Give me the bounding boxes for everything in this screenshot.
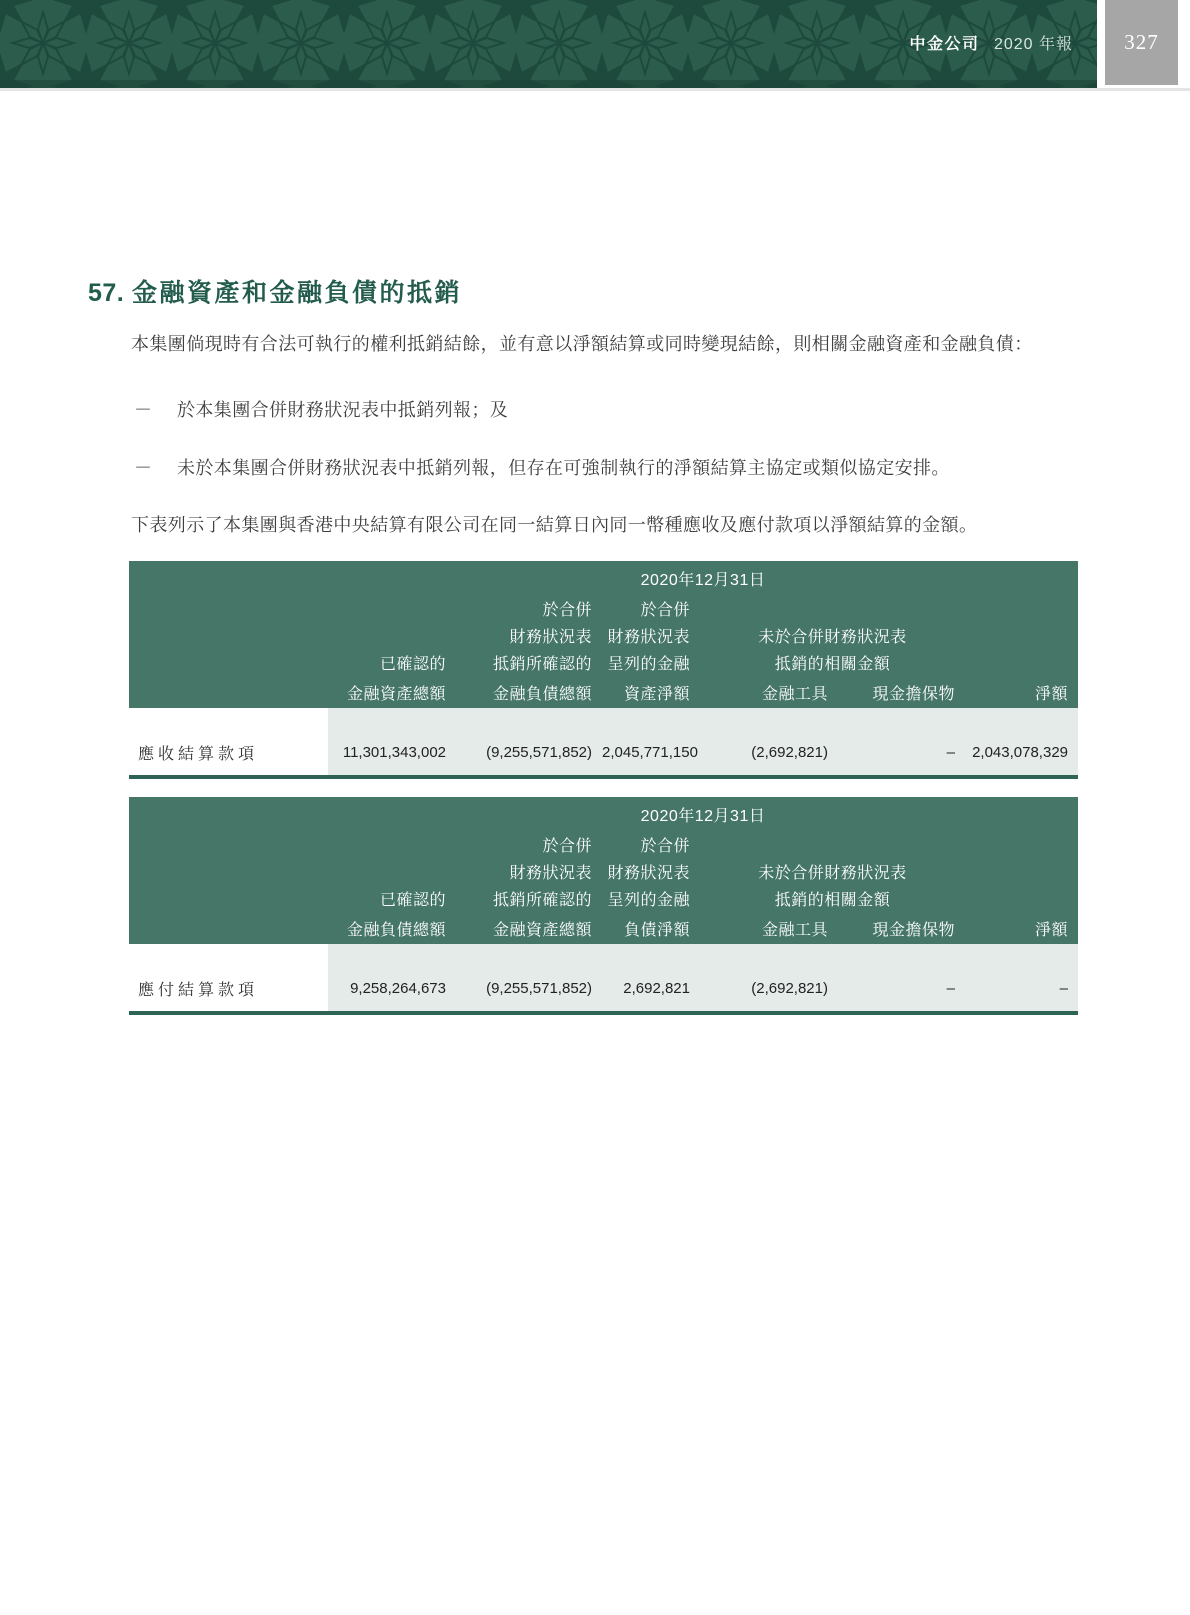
table-date: 2020年12月31日	[328, 797, 1078, 831]
section-title: 金融資產和金融負債的抵銷	[132, 279, 463, 307]
header-empty-cell	[965, 649, 1078, 676]
bullet-item	[134, 455, 1084, 481]
report-year: 2020 年報	[993, 36, 1073, 53]
column-header: 抵銷所確認的	[456, 885, 602, 912]
column-header: 財務狀況表	[602, 858, 700, 885]
table-date: 2020年12月31日	[328, 561, 1078, 595]
amount-cell: 2,692,821	[602, 970, 700, 1013]
column-header: 現金擔保物	[838, 912, 965, 944]
column-header: 金融工具	[700, 912, 838, 944]
header-empty-cell	[965, 831, 1078, 858]
header-empty-cell	[129, 676, 328, 708]
column-header: 財務狀況表	[456, 622, 602, 649]
column-header: 金融工具	[700, 676, 838, 708]
settlement-table-payable	[129, 797, 1078, 1015]
table-row	[129, 970, 1078, 1013]
header-empty-cell	[328, 595, 456, 622]
band-title	[909, 31, 1073, 54]
header-empty-cell	[328, 622, 456, 649]
column-header: 資產淨額	[602, 676, 700, 708]
page-number: 327	[1124, 30, 1159, 54]
row-label: 應收結算款項	[129, 734, 328, 777]
amount-cell: –	[838, 970, 965, 1013]
paragraph-lead: 下表列示了本集團與香港中央結算有限公司在同一結算日內同一幣種應收及應付款項以淨額結算的金額。	[131, 515, 978, 535]
header-empty-cell	[129, 649, 328, 676]
bullet-text: 未於本集團合併財務狀況表中抵銷列報，但存在可強制執行的淨額結算主協定或類似協定安排。	[177, 458, 950, 478]
amount-cell: 2,043,078,329	[965, 734, 1078, 777]
row-label: 應付結算款項	[129, 970, 328, 1013]
column-header: 於合併	[602, 831, 700, 858]
bullet-text: 於本集團合併財務狀況表中抵銷列報；及	[177, 400, 509, 420]
column-header: 財務狀況表	[456, 858, 602, 885]
column-header: 已確認的	[328, 649, 456, 676]
spacer-row	[129, 708, 1078, 734]
column-header: 淨額	[965, 676, 1078, 708]
header-empty-cell	[129, 561, 328, 595]
amount-cell: (2,692,821)	[700, 970, 838, 1013]
amount-cell: 2,045,771,150	[602, 734, 700, 777]
amount-cell: 11,301,343,002	[328, 734, 456, 777]
header-empty-cell	[965, 858, 1078, 885]
header-empty-cell	[700, 595, 965, 622]
column-header: 負債淨額	[602, 912, 700, 944]
header-empty-cell	[129, 831, 328, 858]
bullet-marker: －	[134, 458, 153, 478]
column-header: 現金擔保物	[838, 676, 965, 708]
group-header: 未於合併財務狀況表	[700, 858, 965, 885]
column-header: 金融負債總額	[328, 912, 456, 944]
page-number-box	[1105, 0, 1178, 85]
header-empty-cell	[700, 831, 965, 858]
amount-cell: 9,258,264,673	[328, 970, 456, 1013]
table-row	[129, 734, 1078, 777]
header-empty-cell	[129, 858, 328, 885]
column-header: 金融負債總額	[456, 676, 602, 708]
header-empty-cell	[328, 858, 456, 885]
company-name: 中金公司	[909, 36, 980, 53]
column-header: 淨額	[965, 912, 1078, 944]
column-header: 呈列的金融	[602, 885, 700, 912]
column-header: 於合併	[456, 595, 602, 622]
column-header: 金融資產總額	[456, 912, 602, 944]
column-header: 已確認的	[328, 885, 456, 912]
spacer-row	[129, 944, 1078, 970]
header-rule	[0, 88, 1190, 91]
column-header: 於合併	[456, 831, 602, 858]
header-empty-cell	[328, 831, 456, 858]
header-empty-cell	[129, 595, 328, 622]
amount-cell: –	[965, 970, 1078, 1013]
column-header: 財務狀況表	[602, 622, 700, 649]
paragraph-intro: 本集團倘現時有合法可執行的權利抵銷結餘，並有意以淨額結算或同時變現結餘，則相關金融資產和金融負債：	[131, 334, 1033, 354]
bullet-item	[134, 397, 1084, 423]
settlement-table-receivable	[129, 561, 1078, 779]
section-number: 57.	[88, 279, 125, 307]
amount-cell: (9,255,571,852)	[456, 734, 602, 777]
column-header: 呈列的金融	[602, 649, 700, 676]
column-header: 金融資產總額	[328, 676, 456, 708]
header-band	[0, 0, 1097, 88]
amount-cell: (2,692,821)	[700, 734, 838, 777]
bullet-marker: －	[134, 400, 153, 420]
header-empty-cell	[129, 797, 328, 831]
group-header: 抵銷的相關金額	[700, 649, 965, 676]
header-empty-cell	[965, 595, 1078, 622]
header-empty-cell	[965, 622, 1078, 649]
amount-cell: (9,255,571,852)	[456, 970, 602, 1013]
header-empty-cell	[965, 885, 1078, 912]
header-empty-cell	[129, 622, 328, 649]
column-header: 於合併	[602, 595, 700, 622]
section-heading	[88, 278, 462, 308]
amount-cell: –	[838, 734, 965, 777]
group-header: 抵銷的相關金額	[700, 885, 965, 912]
group-header: 未於合併財務狀況表	[700, 622, 965, 649]
header-empty-cell	[129, 912, 328, 944]
column-header: 抵銷所確認的	[456, 649, 602, 676]
header-empty-cell	[129, 885, 328, 912]
